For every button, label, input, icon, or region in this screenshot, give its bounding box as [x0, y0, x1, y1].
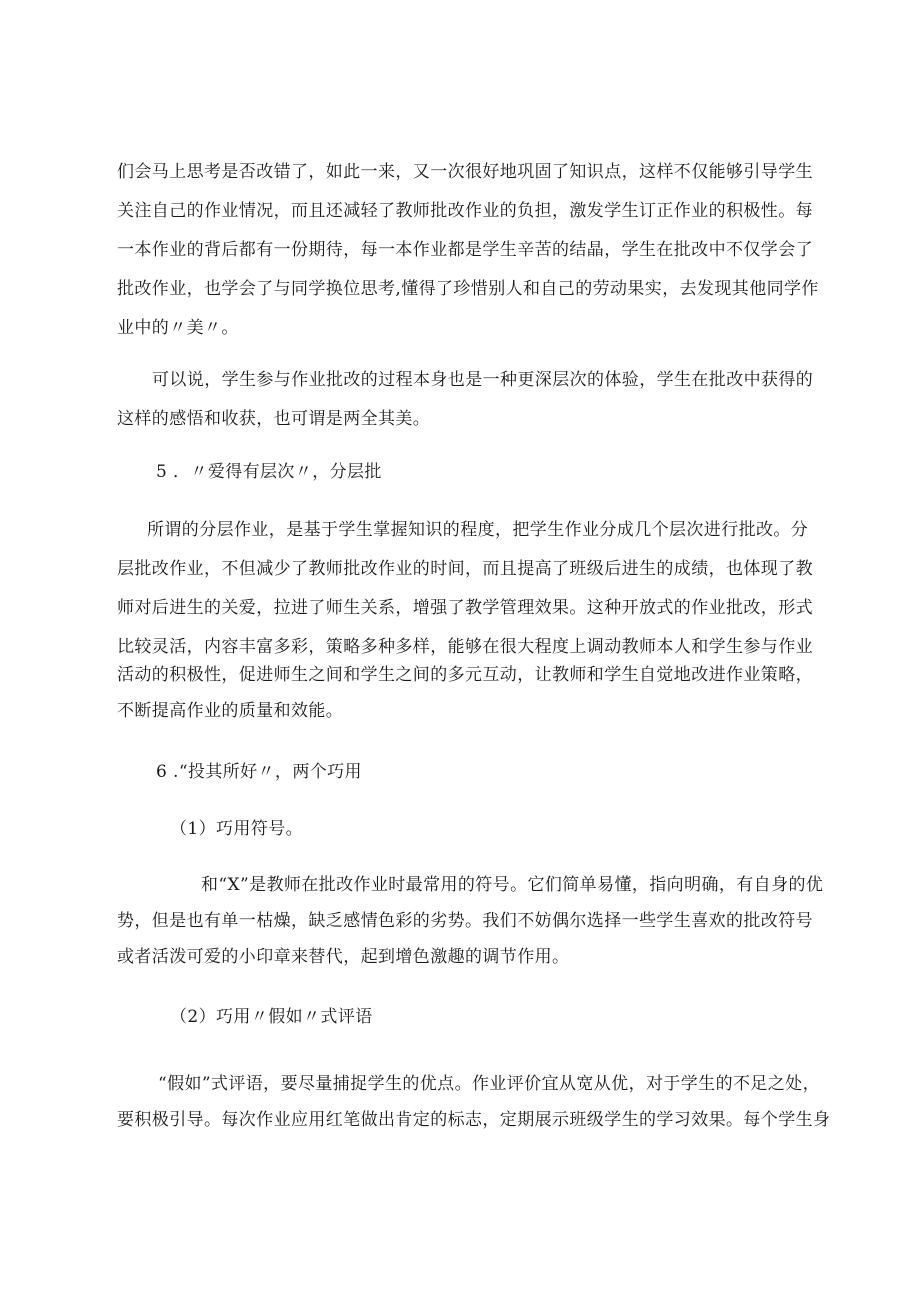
subheading-1: （1）巧用符号。: [170, 819, 304, 839]
paragraph-line: 关注自己的作业情况，而且还减轻了教师批改作业的负担，激发学生订正作业的积极性。每: [117, 201, 813, 221]
paragraph-line: 业中的〃美〃。: [117, 318, 239, 338]
section-heading-5: 5 ．〃爱得有层次〃，分层批: [156, 462, 382, 482]
paragraph-line: “假如”式评语，要尽量捕捉学生的优点。作业评价宜从宽从优，对于学生的不足之处，: [158, 1074, 820, 1094]
paragraph-line: 和“X”是教师在批改作业时最常用的符号。它们简单易懂，指向明确，有自身的优: [201, 875, 824, 895]
paragraph-line: 不断提高作业的质量和效能。: [117, 701, 344, 721]
paragraph-line: 或者活泼可爱的小印章来替代，起到增色激趣的调节作用。: [117, 947, 570, 967]
paragraph-line: 们会马上思考是否改错了，如此一来，又一次很好地巩固了知识点，这样不仅能够引导学生: [117, 162, 813, 182]
paragraph-line: 这样的感悟和收获，也可谓是两全其美。: [117, 409, 431, 429]
paragraph-line: 比较灵活，内容丰富多彩，策略多种多样，能够在很大程度上调动教师本人和学生参与作业: [117, 637, 813, 657]
paragraph-line: 可以说，学生参与作业批改的过程本身也是一种更深层次的体验，学生在批改中获得的: [152, 370, 814, 390]
paragraph-line: 所谓的分层作业，是基于学生掌握知识的程度，把学生作业分成几个层次进行批改。分: [147, 520, 809, 540]
paragraph-line: 师对后进生的关爱，拉进了师生关系，增强了教学管理效果。这种开放式的作业批改，形式: [117, 598, 813, 618]
paragraph-line: 势，但是也有单一枯燥，缺乏感情色彩的劣势。我们不妨偶尔选择一些学生喜欢的批改符号: [117, 911, 813, 931]
paragraph-line: 一本作业的背后都有一份期待，每一本作业都是学生辛苦的结晶，学生在批改中不仅学会了: [117, 240, 813, 260]
section-heading-6: 6 .“投其所好〃，两个巧用: [156, 762, 362, 782]
paragraph-line: 层批改作业，不但减少了教师批改作业的时间，而且提高了班级后进生的成绩，也体现了教: [117, 559, 813, 579]
paragraph-line: 活动的积极性，促进师生之间和学生之间的多元互动，让教师和学生自觉地改进作业策略，: [117, 665, 813, 685]
paragraph-line: 要积极引导。每次作业应用红笔做出肯定的标志，定期展示班级学生的学习效果。每个学生身: [117, 1110, 831, 1130]
paragraph-line: 批改作业，也学会了与同学换位思考,懂得了珍惜别人和自己的劳动果实，去发现其他同学作: [117, 279, 819, 299]
subheading-2: （2）巧用〃假如〃式评语: [170, 1007, 373, 1027]
